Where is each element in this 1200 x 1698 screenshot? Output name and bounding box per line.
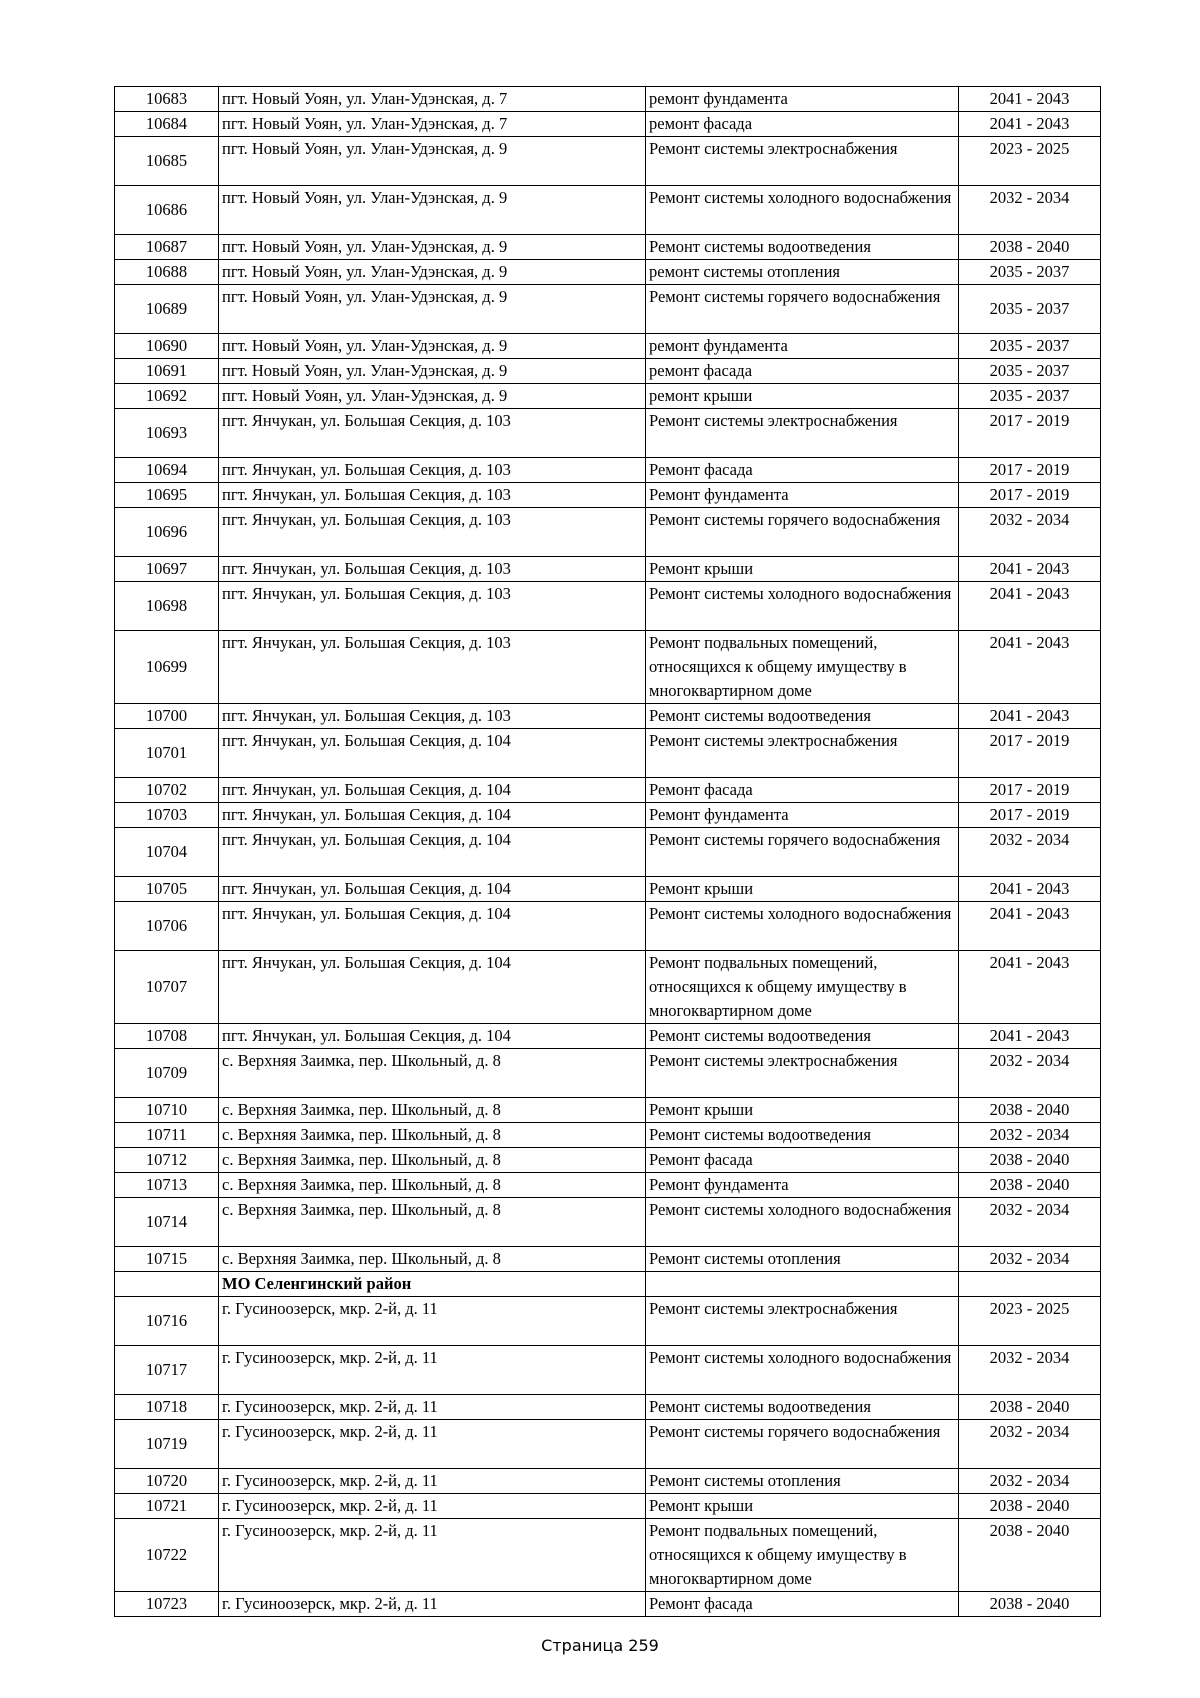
- page-number: Страница 259: [541, 1636, 659, 1655]
- row-number: 10704: [115, 828, 219, 877]
- row-work-type: Ремонт системы горячего водоснабжения: [646, 508, 959, 557]
- row-number: 10693: [115, 409, 219, 458]
- row-address: пгт. Янчукан, ул. Большая Секция, д. 103: [219, 458, 646, 483]
- row-number: 10698: [115, 582, 219, 631]
- row-work-type: ремонт фасада: [646, 359, 959, 384]
- row-address: пгт. Новый Уоян, ул. Улан-Удэнская, д. 9: [219, 334, 646, 359]
- row-address: пгт. Янчукан, ул. Большая Секция, д. 104: [219, 951, 646, 1024]
- row-years: 2032 - 2034: [959, 186, 1101, 235]
- row-years: 2038 - 2040: [959, 1173, 1101, 1198]
- row-address: пгт. Янчукан, ул. Большая Секция, д. 103: [219, 409, 646, 458]
- table-row: [115, 186, 1101, 235]
- table-row: [115, 260, 1101, 285]
- row-years: 2038 - 2040: [959, 1098, 1101, 1123]
- table-row: [115, 1395, 1101, 1420]
- row-work-type: Ремонт системы холодного водоснабжения: [646, 1198, 959, 1247]
- row-years: 2038 - 2040: [959, 1592, 1101, 1617]
- row-years: 2032 - 2034: [959, 1198, 1101, 1247]
- row-work-type: Ремонт крыши: [646, 877, 959, 902]
- row-work-type: ремонт фундамента: [646, 334, 959, 359]
- row-work-type: Ремонт системы отопления: [646, 1247, 959, 1272]
- row-number: 10717: [115, 1346, 219, 1395]
- row-number: 10711: [115, 1123, 219, 1148]
- section-title: МО Селенгинский район: [219, 1272, 646, 1297]
- row-address: с. Верхняя Заимка, пер. Школьный, д. 8: [219, 1049, 646, 1098]
- row-work-type: Ремонт системы холодного водоснабжения: [646, 582, 959, 631]
- row-work-type: Ремонт системы горячего водоснабжения: [646, 828, 959, 877]
- row-address: пгт. Янчукан, ул. Большая Секция, д. 104: [219, 729, 646, 778]
- row-number: 10687: [115, 235, 219, 260]
- row-number: 10723: [115, 1592, 219, 1617]
- row-work-type: Ремонт крыши: [646, 557, 959, 582]
- row-number: 10715: [115, 1247, 219, 1272]
- row-work-type: ремонт фундамента: [646, 87, 959, 112]
- row-years: 2032 - 2034: [959, 1049, 1101, 1098]
- row-work-type: Ремонт системы электроснабжения: [646, 1297, 959, 1346]
- table-row: [115, 704, 1101, 729]
- row-years: 2023 - 2025: [959, 1297, 1101, 1346]
- row-number: 10689: [115, 285, 219, 334]
- row-years: 2041 - 2043: [959, 582, 1101, 631]
- table-row: [115, 1420, 1101, 1469]
- row-work-type: Ремонт системы горячего водоснабжения: [646, 285, 959, 334]
- row-work-type: Ремонт фасада: [646, 1148, 959, 1173]
- row-number: 10701: [115, 729, 219, 778]
- table-row: [115, 1123, 1101, 1148]
- row-work-type: Ремонт системы водоотведения: [646, 1395, 959, 1420]
- row-address: пгт. Новый Уоян, ул. Улан-Удэнская, д. 9: [219, 359, 646, 384]
- row-years: 2041 - 2043: [959, 704, 1101, 729]
- row-work-type: Ремонт системы электроснабжения: [646, 1049, 959, 1098]
- row-address: с. Верхняя Заимка, пер. Школьный, д. 8: [219, 1198, 646, 1247]
- row-number: 10720: [115, 1469, 219, 1494]
- row-years: 2023 - 2025: [959, 137, 1101, 186]
- row-address: пгт. Новый Уоян, ул. Улан-Удэнская, д. 9: [219, 137, 646, 186]
- row-work-type: Ремонт фасада: [646, 458, 959, 483]
- row-work-type: Ремонт крыши: [646, 1494, 959, 1519]
- table-row: [115, 1297, 1101, 1346]
- table-row: [115, 508, 1101, 557]
- row-years: 2041 - 2043: [959, 112, 1101, 137]
- row-work-type: ремонт крыши: [646, 384, 959, 409]
- row-number: 10718: [115, 1395, 219, 1420]
- row-address: пгт. Янчукан, ул. Большая Секция, д. 104: [219, 828, 646, 877]
- row-years: 2032 - 2034: [959, 828, 1101, 877]
- row-address: с. Верхняя Заимка, пер. Школьный, д. 8: [219, 1098, 646, 1123]
- row-work-type: ремонт системы отопления: [646, 260, 959, 285]
- row-address: с. Верхняя Заимка, пер. Школьный, д. 8: [219, 1247, 646, 1272]
- row-address: пгт. Янчукан, ул. Большая Секция, д. 104: [219, 877, 646, 902]
- row-years: 2035 - 2037: [959, 384, 1101, 409]
- row-number: 10712: [115, 1148, 219, 1173]
- row-number: 10719: [115, 1420, 219, 1469]
- table-row: [115, 902, 1101, 951]
- table-row: [115, 877, 1101, 902]
- table-row: [115, 285, 1101, 334]
- row-address: пгт. Новый Уоян, ул. Улан-Удэнская, д. 9: [219, 260, 646, 285]
- row-years: 2041 - 2043: [959, 951, 1101, 1024]
- row-number: 10703: [115, 803, 219, 828]
- row-work-type: Ремонт системы холодного водоснабжения: [646, 1346, 959, 1395]
- row-work-type: Ремонт системы холодного водоснабжения: [646, 186, 959, 235]
- row-address: пгт. Новый Уоян, ул. Улан-Удэнская, д. 7: [219, 87, 646, 112]
- row-address: г. Гусиноозерск, мкр. 2-й, д. 11: [219, 1420, 646, 1469]
- table-row: [115, 631, 1101, 704]
- table-row: [115, 1247, 1101, 1272]
- row-work-type: Ремонт системы горячего водоснабжения: [646, 1420, 959, 1469]
- row-work-type: Ремонт подвальных помещений, относящихся к общему имуществу в многоквартирном доме: [646, 1519, 959, 1592]
- row-years: 2035 - 2037: [959, 285, 1101, 334]
- row-years: 2032 - 2034: [959, 1123, 1101, 1148]
- row-address: пгт. Янчукан, ул. Большая Секция, д. 103: [219, 508, 646, 557]
- row-years: 2032 - 2034: [959, 1469, 1101, 1494]
- row-years: 2017 - 2019: [959, 483, 1101, 508]
- table-row: [115, 409, 1101, 458]
- row-address: г. Гусиноозерск, мкр. 2-й, д. 11: [219, 1592, 646, 1617]
- section-work-cell: [646, 1272, 959, 1297]
- row-address: пгт. Янчукан, ул. Большая Секция, д. 104: [219, 902, 646, 951]
- row-work-type: Ремонт подвальных помещений, относящихся к общему имуществу в многоквартирном доме: [646, 631, 959, 704]
- table-row: [115, 1148, 1101, 1173]
- row-work-type: Ремонт системы водоотведения: [646, 235, 959, 260]
- row-number: 10721: [115, 1494, 219, 1519]
- row-work-type: Ремонт системы электроснабжения: [646, 137, 959, 186]
- row-address: пгт. Янчукан, ул. Большая Секция, д. 104: [219, 1024, 646, 1049]
- row-address: г. Гусиноозерск, мкр. 2-й, д. 11: [219, 1346, 646, 1395]
- row-number: 10700: [115, 704, 219, 729]
- repair-schedule-table: [114, 86, 1101, 1617]
- row-years: 2017 - 2019: [959, 803, 1101, 828]
- row-work-type: Ремонт системы холодного водоснабжения: [646, 902, 959, 951]
- row-work-type: Ремонт подвальных помещений, относящихся к общему имуществу в многоквартирном доме: [646, 951, 959, 1024]
- table-row: [115, 359, 1101, 384]
- section-num-cell: [115, 1272, 219, 1297]
- row-number: 10699: [115, 631, 219, 704]
- table-row: [115, 1098, 1101, 1123]
- row-years: 2032 - 2034: [959, 1346, 1101, 1395]
- section-header-row: [115, 1272, 1101, 1297]
- row-work-type: Ремонт фундамента: [646, 803, 959, 828]
- table-row: [115, 1198, 1101, 1247]
- row-work-type: Ремонт системы водоотведения: [646, 1024, 959, 1049]
- row-number: 10708: [115, 1024, 219, 1049]
- row-address: пгт. Янчукан, ул. Большая Секция, д. 103: [219, 631, 646, 704]
- table-row: [115, 334, 1101, 359]
- table-row: [115, 458, 1101, 483]
- table-row: [115, 803, 1101, 828]
- row-number: 10707: [115, 951, 219, 1024]
- row-number: 10696: [115, 508, 219, 557]
- table-row: [115, 828, 1101, 877]
- table-row: [115, 1346, 1101, 1395]
- row-address: с. Верхняя Заимка, пер. Школьный, д. 8: [219, 1173, 646, 1198]
- row-address: пгт. Янчукан, ул. Большая Секция, д. 103: [219, 557, 646, 582]
- row-years: 2035 - 2037: [959, 260, 1101, 285]
- row-work-type: Ремонт системы водоотведения: [646, 1123, 959, 1148]
- section-years-cell: [959, 1272, 1101, 1297]
- row-address: г. Гусиноозерск, мкр. 2-й, д. 11: [219, 1297, 646, 1346]
- row-years: 2017 - 2019: [959, 458, 1101, 483]
- row-years: 2017 - 2019: [959, 729, 1101, 778]
- row-years: 2038 - 2040: [959, 1494, 1101, 1519]
- row-work-type: Ремонт системы отопления: [646, 1469, 959, 1494]
- row-address: с. Верхняя Заимка, пер. Школьный, д. 8: [219, 1148, 646, 1173]
- row-years: 2041 - 2043: [959, 1024, 1101, 1049]
- row-number: 10690: [115, 334, 219, 359]
- row-number: 10692: [115, 384, 219, 409]
- row-years: 2038 - 2040: [959, 1395, 1101, 1420]
- row-number: 10684: [115, 112, 219, 137]
- row-years: 2032 - 2034: [959, 1420, 1101, 1469]
- table-row: [115, 384, 1101, 409]
- row-years: 2032 - 2034: [959, 1247, 1101, 1272]
- row-number: 10695: [115, 483, 219, 508]
- row-number: 10694: [115, 458, 219, 483]
- table-row: [115, 1469, 1101, 1494]
- table-row: [115, 1592, 1101, 1617]
- row-number: 10685: [115, 137, 219, 186]
- row-address: г. Гусиноозерск, мкр. 2-й, д. 11: [219, 1519, 646, 1592]
- table-row: [115, 137, 1101, 186]
- row-address: пгт. Новый Уоян, ул. Улан-Удэнская, д. 9: [219, 384, 646, 409]
- row-number: 10686: [115, 186, 219, 235]
- row-years: 2017 - 2019: [959, 409, 1101, 458]
- row-number: 10709: [115, 1049, 219, 1098]
- row-address: пгт. Новый Уоян, ул. Улан-Удэнская, д. 9: [219, 285, 646, 334]
- row-years: 2038 - 2040: [959, 1519, 1101, 1592]
- table-row: [115, 483, 1101, 508]
- row-address: пгт. Янчукан, ул. Большая Секция, д. 103: [219, 582, 646, 631]
- row-number: 10691: [115, 359, 219, 384]
- table-row: [115, 729, 1101, 778]
- table-body: [115, 87, 1101, 1617]
- row-work-type: Ремонт фундамента: [646, 483, 959, 508]
- row-number: 10688: [115, 260, 219, 285]
- row-address: пгт. Новый Уоян, ул. Улан-Удэнская, д. 7: [219, 112, 646, 137]
- row-years: 2041 - 2043: [959, 877, 1101, 902]
- row-address: пгт. Янчукан, ул. Большая Секция, д. 104: [219, 778, 646, 803]
- row-number: 10722: [115, 1519, 219, 1592]
- row-work-type: ремонт фасада: [646, 112, 959, 137]
- row-work-type: Ремонт системы электроснабжения: [646, 729, 959, 778]
- page-footer: [0, 1636, 1200, 1655]
- row-number: 10702: [115, 778, 219, 803]
- row-number: 10714: [115, 1198, 219, 1247]
- row-work-type: Ремонт фасада: [646, 1592, 959, 1617]
- table-row: [115, 1049, 1101, 1098]
- row-number: 10710: [115, 1098, 219, 1123]
- row-address: г. Гусиноозерск, мкр. 2-й, д. 11: [219, 1494, 646, 1519]
- row-number: 10716: [115, 1297, 219, 1346]
- row-number: 10683: [115, 87, 219, 112]
- row-number: 10705: [115, 877, 219, 902]
- row-years: 2035 - 2037: [959, 334, 1101, 359]
- row-years: 2017 - 2019: [959, 778, 1101, 803]
- table-row: [115, 1494, 1101, 1519]
- row-address: пгт. Янчукан, ул. Большая Секция, д. 104: [219, 803, 646, 828]
- row-years: 2041 - 2043: [959, 87, 1101, 112]
- row-address: г. Гусиноозерск, мкр. 2-й, д. 11: [219, 1469, 646, 1494]
- row-years: 2038 - 2040: [959, 235, 1101, 260]
- row-years: 2041 - 2043: [959, 631, 1101, 704]
- row-address: г. Гусиноозерск, мкр. 2-й, д. 11: [219, 1395, 646, 1420]
- row-address: с. Верхняя Заимка, пер. Школьный, д. 8: [219, 1123, 646, 1148]
- table-row: [115, 112, 1101, 137]
- table-row: [115, 951, 1101, 1024]
- row-number: 10713: [115, 1173, 219, 1198]
- row-years: 2041 - 2043: [959, 557, 1101, 582]
- table-row: [115, 235, 1101, 260]
- row-years: 2032 - 2034: [959, 508, 1101, 557]
- row-work-type: Ремонт фундамента: [646, 1173, 959, 1198]
- table-row: [115, 557, 1101, 582]
- row-work-type: Ремонт системы водоотведения: [646, 704, 959, 729]
- table-row: [115, 1519, 1101, 1592]
- row-number: 10697: [115, 557, 219, 582]
- row-work-type: Ремонт крыши: [646, 1098, 959, 1123]
- row-years: 2038 - 2040: [959, 1148, 1101, 1173]
- table-row: [115, 582, 1101, 631]
- table-row: [115, 1173, 1101, 1198]
- table-row: [115, 87, 1101, 112]
- row-address: пгт. Новый Уоян, ул. Улан-Удэнская, д. 9: [219, 186, 646, 235]
- row-work-type: Ремонт системы электроснабжения: [646, 409, 959, 458]
- table-row: [115, 1024, 1101, 1049]
- row-years: 2041 - 2043: [959, 902, 1101, 951]
- row-years: 2035 - 2037: [959, 359, 1101, 384]
- table-row: [115, 778, 1101, 803]
- row-number: 10706: [115, 902, 219, 951]
- row-work-type: Ремонт фасада: [646, 778, 959, 803]
- row-address: пгт. Янчукан, ул. Большая Секция, д. 103: [219, 483, 646, 508]
- row-address: пгт. Новый Уоян, ул. Улан-Удэнская, д. 9: [219, 235, 646, 260]
- row-address: пгт. Янчукан, ул. Большая Секция, д. 103: [219, 704, 646, 729]
